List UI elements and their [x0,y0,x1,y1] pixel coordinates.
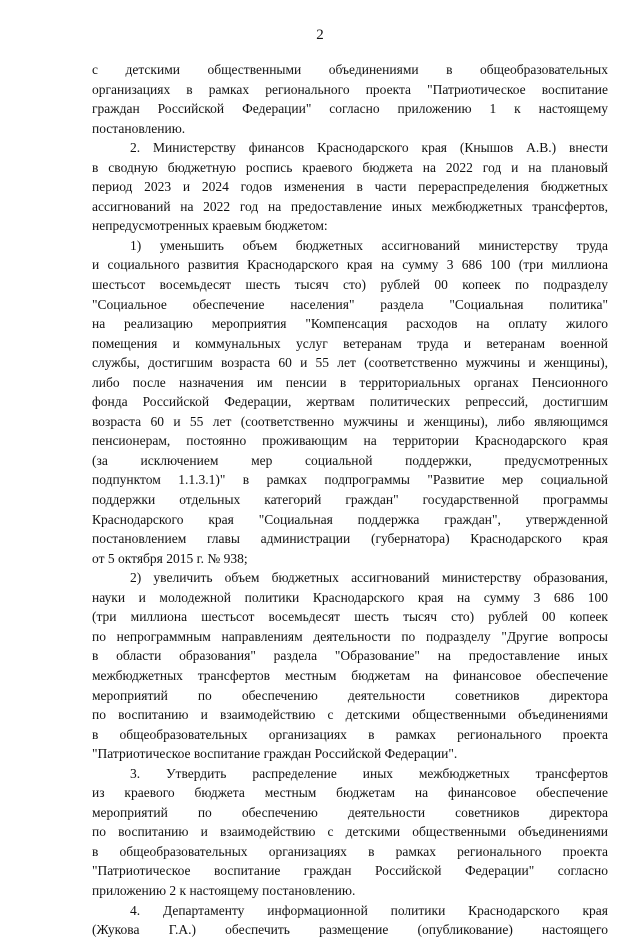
page-number: 2 [316,27,324,43]
text-line: постановлению. [92,120,186,136]
text-line: в общеобразовательных организациях в рамках регионального проекта [92,726,608,742]
text-line: шестьсот восемьдесят шесть тысяч сто) рублей 00 копеек по подразделу [92,277,608,293]
text-line: либо после назначения им пенсии в территориальных органах Пенсионного [92,374,608,390]
text-line: в общеобразовательных организациях в рамках регионального проекта [92,843,608,859]
text-line: по воспитанию и взаимодействию с детскими общественными объединениями [92,824,608,840]
text-line: непредусмотренных краевым бюджетом: [92,218,328,234]
text-line: постановлением главы администрации (губернатора) Краснодарского края [92,531,608,547]
text-line: (Жукова Г.А.) обеспечить размещение (опубликование) настоящего [92,922,608,938]
text-line: подпунктом 1.1.3.1)" в рамках подпрограммы "Развитие мер социальной [92,472,608,488]
text-line: с детскими общественными объединениями в общеобразовательных [92,62,608,77]
text-line: приложению 2 к настоящему постановлению. [92,882,356,898]
text-line: по непрограммным направлениям деятельности по подразделу "Другие вопросы [92,628,608,644]
text-line: на реализацию мероприятия "Компенсация расходов на оплату жилого [92,316,608,332]
text-line: фонда Российской Федерации, жертвам политических репрессий, достигшим [92,394,608,410]
text-line: "Социальное обеспечение населения" раздела "Социальная политика" [92,296,608,312]
text-line: и социального развития Краснодарского края на сумму 3 686 100 (три миллиона [92,257,608,273]
text-line: период 2023 и 2024 годов изменения в части перераспределения бюджетных [92,179,608,195]
text-line: мероприятий по обеспечению деятельности советников директора [92,804,608,820]
text-line: 3. Утвердить распределение иных межбюджетных трансфертов [130,765,608,781]
text-line: (три миллиона шестьсот восемьдесят шесть тысяч сто) рублей 00 копеек [92,609,608,625]
text-line: по воспитанию и взаимодействию с детскими общественными объединениями [92,707,608,723]
text-line: науки и молодежной политики Краснодарского края на сумму 3 686 100 [92,589,608,605]
text-line: в сводную бюджетную роспись краевого бюджета на 2022 год и на плановый [92,159,608,175]
text-line: из краевого бюджета местным бюджетам на финансовое обеспечение [92,785,608,801]
text-line: 2. Министерству финансов Краснодарского края (Кнышов А.В.) внести [130,140,608,156]
text-line: службы, достигшим возраста 60 и 55 лет (соответственно мужчины и женщины), [92,355,608,371]
text-line: 4. Департаменту информационной политики Краснодарского края [130,902,608,918]
text-line: от 5 октября 2015 г. № 938; [92,550,248,566]
text-line: 1) уменьшить объем бюджетных ассигнований министерству труда [130,237,608,253]
text-line: помещения и коммунальных услуг ветеранам труда и ветеранам военной [92,335,608,351]
text-line: возраста 60 и 55 лет (соответственно мужчины и женщины), либо являющимся [92,413,608,429]
text-line: (за исключением мер социальной поддержки, предусмотренных [92,452,608,468]
text-line: Краснодарского края "Социальная поддержка граждан", утвержденной [92,511,608,527]
text-line: "Патриотическое воспитание граждан Российской Федерации" согласно [92,863,608,879]
document-body [92,60,608,940]
text-line: поддержки отдельных категорий граждан" государственной программы [92,492,608,508]
text-line: ассигнований на 2022 год на предоставление иных межбюджетных трансфертов, [92,198,608,214]
text-line: "Патриотическое воспитание граждан Российской Федерации". [92,746,458,762]
text-line: граждан Российской Федерации" согласно приложению 1 к настоящему [92,101,608,117]
text-line: мероприятий по обеспечению деятельности советников директора [92,687,608,703]
text-line: межбюджетных трансфертов местным бюджетам на финансовое обеспечение [92,667,608,683]
text-line: 2) увеличить объем бюджетных ассигнований министерству образования, [130,570,608,586]
text-line: организациях в рамках регионального проекта "Патриотическое воспитание [92,81,608,97]
text-line: пенсионерам, постоянно проживающим на территории Краснодарского края [92,433,608,449]
text-line: в области образования" раздела "Образование" на предоставление иных [92,648,608,664]
